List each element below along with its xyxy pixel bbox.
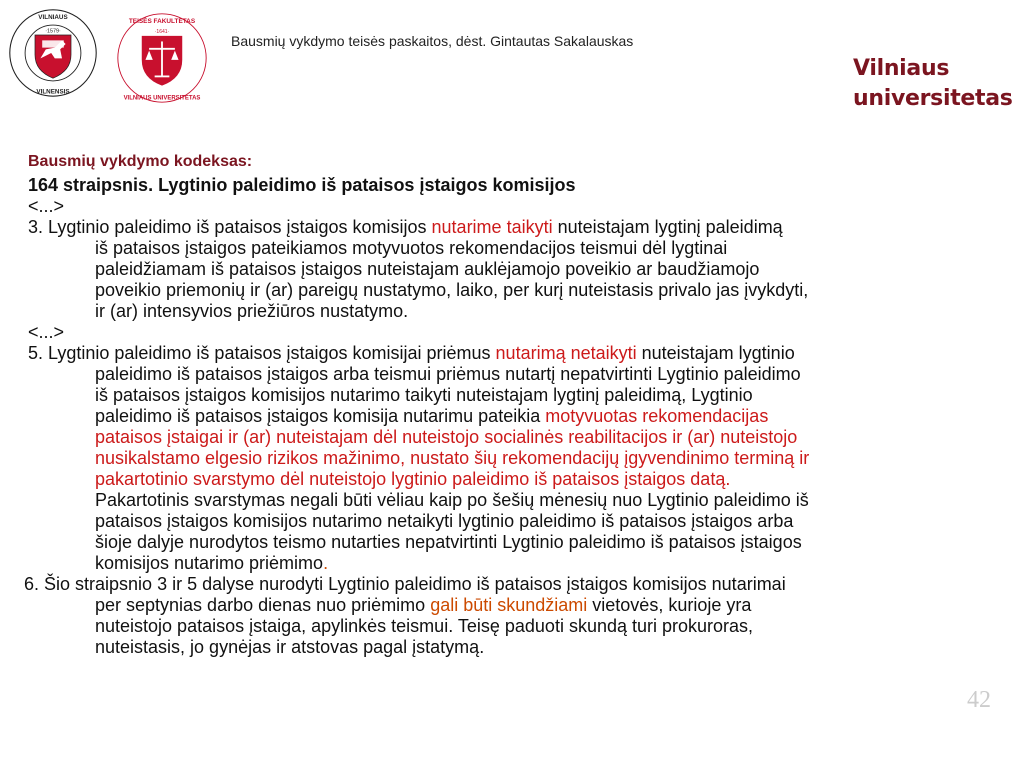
paragraph-line: nusikalstamo elgesio rizikos mažinimo, nustato šių rekomendacijų įgyvendinimo terminą ir	[95, 448, 810, 468]
code-heading: Bausmių vykdymo kodeksas:	[28, 153, 253, 170]
svg-text:VILNENSIS: VILNENSIS	[36, 88, 70, 96]
paragraph-line: 6. Šio straipsnio 3 ir 5 dalyse nurodyti Lygtinio paleidimo iš pataisos įstaigos komisijos nutarimai	[24, 574, 786, 594]
page-number: 42	[967, 687, 991, 713]
text-segment: nuteistajam lygtinį paleidimą	[552, 217, 783, 237]
highlight-text: nutarime taikyti	[431, 217, 553, 237]
paragraph-line: ir (ar) intensyvios priežiūros nustatymo.	[95, 301, 409, 321]
text-segment: .	[323, 553, 329, 573]
paragraph-line	[28, 406, 1003, 427]
paragraph-line: pakartotinio svarstymo dėl nuteistojo lygtinio paleidimo iš pataisos įstaigos datą.	[95, 469, 731, 489]
vilnius-university-logo	[8, 8, 98, 98]
text-segment: 5. Lygtinio paleidimo iš pataisos įstaigos komisijai priėmus	[28, 343, 496, 363]
svg-text:VILNIAUS UNIVERSITETAS: VILNIAUS UNIVERSITETAS	[123, 95, 201, 102]
svg-text:VILNIAUS: VILNIAUS	[38, 13, 68, 21]
text-segment: per septynias darbo dienas nuo priėmimo	[95, 595, 431, 615]
paragraph-line	[28, 343, 1003, 364]
paragraph-line: paleidžiamam iš pataisos įstaigos nuteistajam auklėjamojo poveikio ar baudžiamojo	[95, 259, 760, 279]
svg-text:TEISĖS FAKULTETAS: TEISĖS FAKULTETAS	[128, 18, 196, 26]
highlight-text: gali būti skundžiami	[430, 595, 588, 615]
paragraph-line: pataisos įstaigos komisijos nutarimo netaikyti lygtinio paleidimo iš pataisos įstaigos arba	[95, 511, 794, 531]
text-segment: komisijos nutarimo priėmimo	[95, 553, 324, 573]
brand-line-2: universitetas	[853, 86, 1013, 111]
highlight-text: nutarimą netaikyti	[495, 343, 637, 363]
paragraph-3	[28, 217, 1003, 322]
university-wordmark	[853, 54, 1013, 114]
svg-text:·1579·: ·1579·	[45, 28, 61, 35]
paragraph-line	[28, 217, 1003, 238]
brand-line-1: Vilniaus	[853, 56, 950, 81]
svg-text:·1641·: ·1641·	[154, 29, 170, 36]
paragraph-line: pataisos įstaigai ir (ar) nuteistajam dėl nuteistojo socialinės reabilitacijos ir (ar) nuteistojo	[95, 427, 798, 447]
law-faculty-logo	[116, 12, 208, 104]
paragraph-line: nuteistasis, jo gynėjas ir atstovas pagal įstatymą.	[95, 637, 485, 657]
course-title: Bausmių vykdymo teisės paskaitos, dėst. Gintautas Sakalauskas	[231, 33, 634, 49]
paragraph-line	[28, 553, 1003, 574]
text-segment: nuteistajam lygtinio	[636, 343, 795, 363]
highlight-text: motyvuotas rekomendacijas	[545, 406, 769, 426]
paragraph-line: iš pataisos įstaigos pateikiamos motyvuotos rekomendacijos teismui dėl lygtinai	[95, 238, 728, 258]
paragraph-line: nuteistojo pataisos įstaiga, apylinkės teismui. Teisę paduoti skundą turi prokuroras,	[95, 616, 754, 636]
slide-body	[24, 152, 1003, 658]
article-title: 164 straipsnis. Lygtinio paleidimo iš pataisos įstaigos komisijos	[28, 175, 576, 195]
paragraph-line	[24, 595, 1003, 616]
paragraph-line: Pakartotinis svarstymas negali būti vėliau kaip po šešių mėnesių nuo Lygtinio paleidimo iš	[95, 490, 809, 510]
ellipsis: <...>	[28, 196, 65, 216]
text-segment: paleidimo iš pataisos įstaigos komisija nutarimu pateikia	[95, 406, 546, 426]
paragraph-line: paleidimo iš pataisos įstaigos arba teismui priėmus nutartį nepatvirtinti Lygtinio paleidimo	[95, 364, 801, 384]
paragraph-5	[28, 343, 1003, 574]
text-segment: 3. Lygtinio paleidimo iš pataisos įstaigos komisijos	[28, 217, 432, 237]
text-segment: vietovės, kurioje yra	[587, 595, 752, 615]
paragraph-line: poveikio priemonių ir (ar) pareigų nustatymo, laiko, per kurį nuteistasis privalo jas įvykdyti,	[95, 280, 809, 300]
paragraph-line: iš pataisos įstaigos komisijos nutarimo taikyti nuteistajam lygtinį paleidimą, Lygtinio	[95, 385, 753, 405]
paragraph-line: šioje dalyje nurodytos teismo nutarties nepatvirtinti Lygtinio paleidimo iš pataisos įstaigos	[95, 532, 802, 552]
paragraph-6	[24, 574, 1003, 658]
ellipsis: <...>	[28, 322, 65, 342]
